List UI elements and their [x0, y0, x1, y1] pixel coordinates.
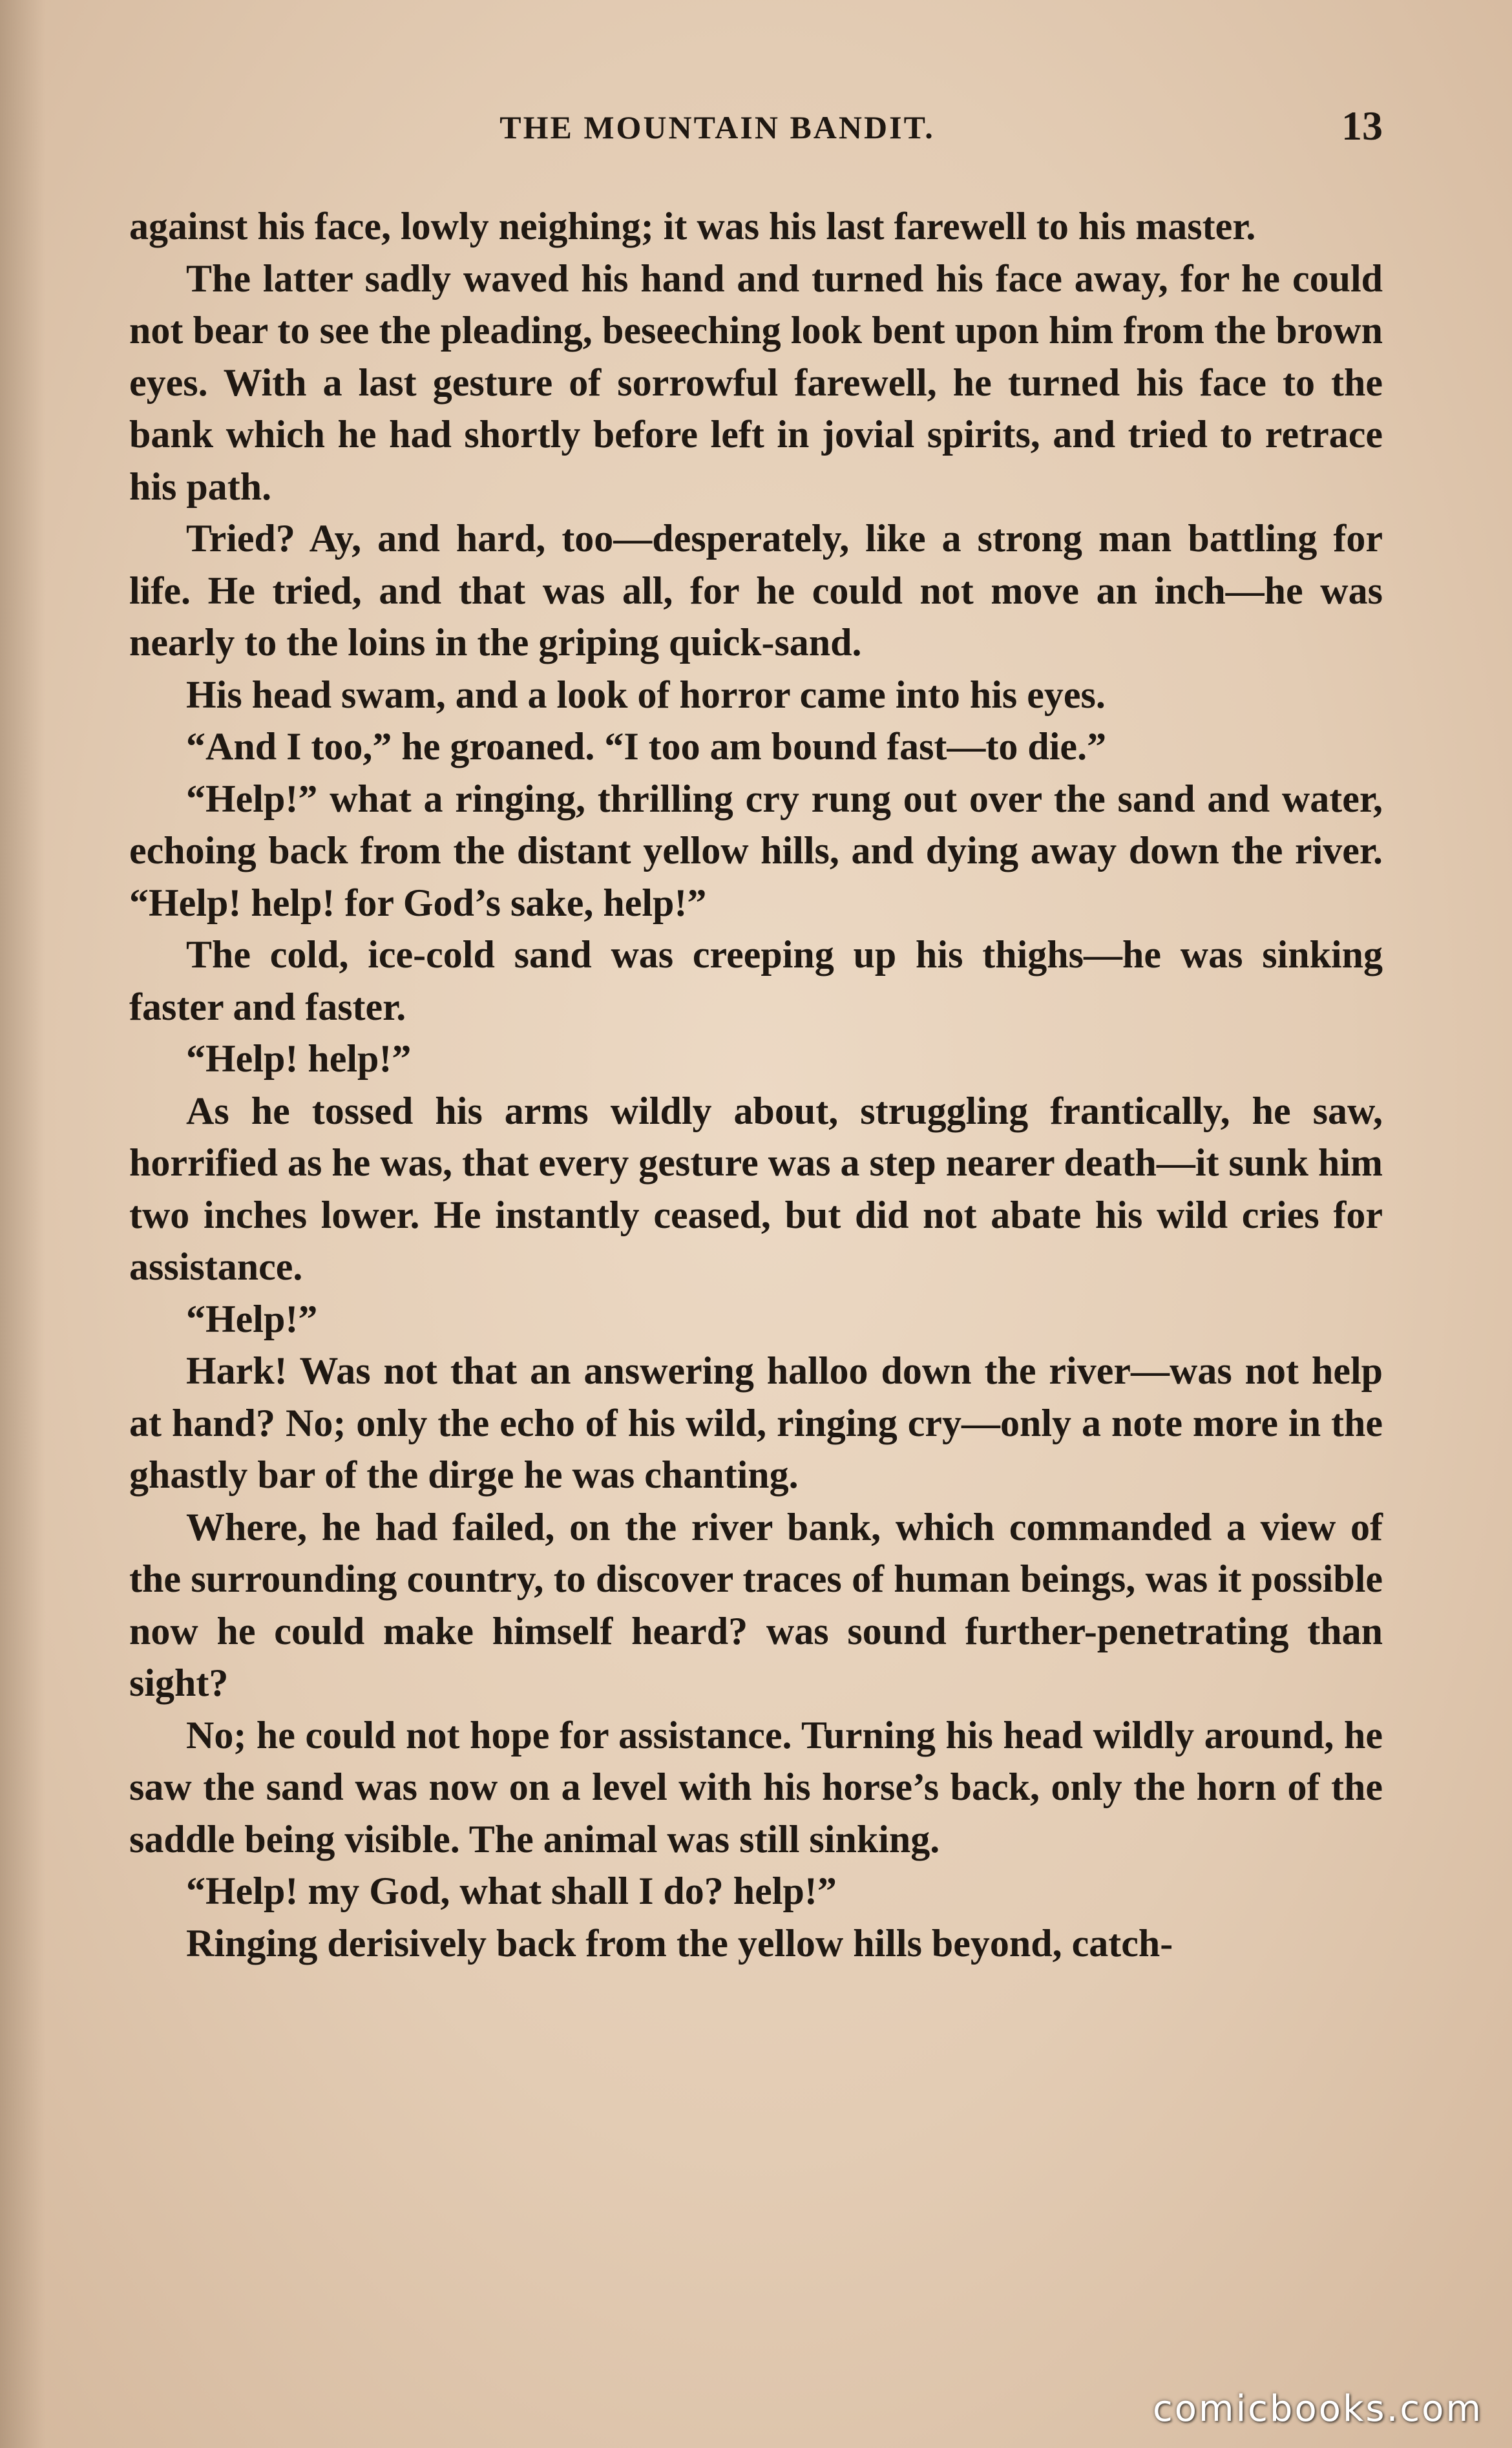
paragraph: “And I too,” he groaned. “I too am bound fast—to die.” — [186, 725, 1107, 768]
paragraph: Tried? Ay, and hard, too—desperately, like a strong man battling for life. He tried, and that was all, for he could not move an inch—he was nearly to the loins in the griping quick-sand. — [129, 517, 1383, 664]
paragraph: The latter sadly waved his hand and turned his face away, for he could not bear to see the pleading, beseeching look bent upon him from the brown eyes. With a last gesture of sorrowful farewell, he turned his face to the bank which he had shortly before left in jovial spirits, and tried to retrace his path. — [129, 257, 1383, 508]
paragraph: No; he could not hope for assistance. Turning his head wildly around, he saw the sand was now on a level with his horse’s back, only the horn of the saddle being visible. The animal was still sinking. — [129, 1713, 1383, 1861]
paragraph: His head swam, and a look of horror came into his eyes. — [186, 673, 1106, 716]
body-text — [129, 200, 1383, 1969]
paragraph: Hark! Was not that an answering halloo down the river—was not help at hand? No; only the echo of his wild, ringing cry—only a note more in the ghastly bar of the dirge he was chanting. — [129, 1349, 1383, 1496]
paragraph: “Help!” — [186, 1297, 318, 1340]
page-edge-shadow — [0, 0, 45, 2448]
running-head — [129, 102, 1383, 154]
running-title: THE MOUNTAIN BANDIT. — [499, 109, 935, 145]
paragraph: As he tossed his arms wildly about, struggling frantically, he saw, horrified as he was, that every gesture was a step nearer death—it sunk him two inches lower. He instantly ceased, but did not abate his wild cries for assistance. — [129, 1089, 1383, 1288]
paragraph: “Help! my God, what shall I do? help!” — [186, 1870, 837, 1912]
watermark: comicbooks.com — [1152, 2388, 1483, 2430]
page-number: 13 — [1341, 103, 1383, 149]
paragraph: Where, he had failed, on the river bank, which commanded a view of the surrounding country, to discover traces of human beings, was it possible now he could make himself heard? was sound further-penetrating than sight? — [129, 1505, 1383, 1704]
paragraph: Ringing derisively back from the yellow hills beyond, catch- — [186, 1921, 1173, 1965]
paragraph: “Help!” what a ringing, thrilling cry rung out over the sand and water, echoing back from the distant yellow hills, and dying away down the river. “Help! help! for God’s sake, help!” — [129, 777, 1383, 924]
paragraph: against his face, lowly neighing; it was his last farewell to his master. — [129, 205, 1256, 248]
paragraph: “Help! help!” — [186, 1037, 412, 1080]
paragraph: The cold, ice-cold sand was creeping up his thighs—he was sinking faster and faster. — [129, 933, 1383, 1028]
